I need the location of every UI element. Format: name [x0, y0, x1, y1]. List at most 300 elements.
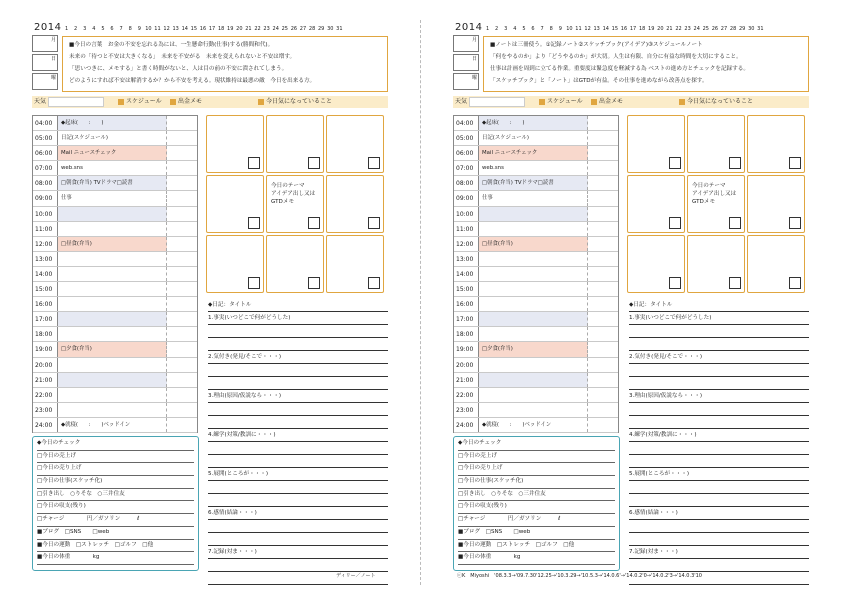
diary-heading[interactable]: 2.気付き(発見/そこで・・・): [208, 351, 388, 364]
schedule-cell[interactable]: 仕事: [57, 191, 167, 205]
hour-label: 24:00: [35, 421, 53, 429]
idea-cell[interactable]: [627, 175, 685, 233]
check-item[interactable]: ■今日の体重 kg: [458, 552, 615, 565]
day-number[interactable]: 12: [163, 26, 170, 32]
schedule-cell[interactable]: □夕食(弁当): [478, 342, 588, 356]
expense-tag: 出金メモ: [591, 96, 623, 108]
schedule-note[interactable]: [587, 358, 618, 372]
schedule-cell[interactable]: [478, 267, 588, 281]
diary-line[interactable]: [208, 455, 388, 468]
day-number[interactable]: 20: [236, 26, 243, 32]
check-item[interactable]: □今日の売り上げ: [37, 463, 194, 476]
diary-line[interactable]: [208, 325, 388, 338]
check-item[interactable]: ◆今日のチェック: [458, 438, 615, 451]
diary-block: [629, 429, 809, 468]
day-number[interactable]: 25: [702, 26, 709, 32]
day-number[interactable]: 12: [584, 26, 591, 32]
schedule-note[interactable]: [587, 403, 618, 417]
schedule-row: [454, 327, 618, 342]
schedule-note[interactable]: [587, 267, 618, 281]
diary-block: [208, 312, 388, 351]
schedule-note[interactable]: [166, 161, 197, 175]
diary-line[interactable]: [208, 416, 388, 429]
diary-line[interactable]: [208, 364, 388, 377]
schedule-cell[interactable]: □朝食(弁当) TVドラマ□読書: [478, 176, 588, 190]
day-number[interactable]: 22: [675, 26, 682, 32]
diary-line[interactable]: [629, 377, 809, 390]
check-item[interactable]: □今日の収支(残り): [458, 501, 615, 514]
idea-cell[interactable]: [687, 175, 745, 233]
checkbox[interactable]: [789, 277, 801, 289]
day-number[interactable]: 9: [137, 26, 141, 32]
schedule-cell[interactable]: [478, 252, 588, 266]
schedule-note[interactable]: [587, 237, 618, 251]
diary-heading[interactable]: 2.気付き(発見/そこで・・・): [629, 351, 809, 364]
schedule-note[interactable]: [587, 146, 618, 160]
schedule-table: [32, 115, 198, 433]
hour-label: 04:00: [456, 120, 474, 127]
day-number[interactable]: 14: [602, 26, 609, 32]
checkbox[interactable]: [669, 217, 681, 229]
schedule-cell[interactable]: [478, 312, 588, 326]
schedule-note[interactable]: [587, 191, 618, 205]
schedule-cell[interactable]: □夕食(弁当): [57, 342, 167, 356]
diary-line[interactable]: [208, 377, 388, 390]
checkbox[interactable]: [248, 217, 260, 229]
schedule-note[interactable]: [166, 373, 197, 387]
check-item[interactable]: □今日の仕事(スケッチ化): [458, 476, 615, 489]
schedule-cell[interactable]: [57, 252, 167, 266]
schedule-note[interactable]: [166, 237, 197, 251]
day-number[interactable]: 3: [504, 26, 508, 32]
day-number[interactable]: 4: [92, 26, 96, 32]
schedule-note[interactable]: [587, 176, 618, 190]
footer-text: ⓒK Miyoshi '08.3.3→'09.7.30'12.25→'10.3.29→'10.5.3→'14.0.6'→'14.0.2'0→'14.0.2'3→'14.0.3'10: [457, 573, 702, 579]
day-number[interactable]: 30: [748, 26, 755, 32]
day-number[interactable]: 11: [154, 26, 161, 32]
check-item[interactable]: □今日の売り上げ: [458, 463, 615, 476]
schedule-note[interactable]: [587, 327, 618, 341]
day-number[interactable]: 31: [336, 26, 343, 32]
checkbox[interactable]: [789, 157, 801, 169]
schedule-note[interactable]: [166, 358, 197, 372]
schedule-row: [454, 146, 618, 161]
day-number[interactable]: 22: [254, 26, 261, 32]
day-number[interactable]: 26: [290, 26, 298, 32]
memo-line: 未来の「待つと不安は大きくなる」 未来を不安がる 未来を変えられないと不安は増す。: [69, 54, 296, 60]
check-item[interactable]: ■今日の運動 □ストレッチ □ゴルフ □他: [37, 540, 194, 553]
diary-heading[interactable]: 5.展開(ところが・・・): [629, 468, 809, 481]
schedule-note[interactable]: [166, 207, 197, 221]
idea-cell[interactable]: [326, 235, 384, 293]
schedule-cell[interactable]: web.sns: [478, 161, 588, 175]
schedule-tag: スケジュール: [118, 96, 162, 108]
schedule-cell[interactable]: □朝食(弁当) TVドラマ□読書: [57, 176, 167, 190]
checkbox[interactable]: [248, 157, 260, 169]
schedule-note[interactable]: [166, 146, 197, 160]
diary-heading[interactable]: 4.練学(対策/教訓に・・・): [208, 429, 388, 442]
check-item[interactable]: □今日の収支(残り): [37, 501, 194, 514]
hour-label: 06:00: [456, 150, 474, 158]
schedule-note[interactable]: [587, 252, 618, 266]
idea-cell[interactable]: [266, 115, 324, 173]
check-item[interactable]: □チャージ 円／ガソリン ℓ: [458, 514, 615, 527]
schedule-row: [33, 207, 197, 222]
schedule-note[interactable]: [166, 327, 197, 341]
day-number[interactable]: 7: [119, 26, 123, 32]
schedule-cell[interactable]: Mail ニュースチェック: [478, 146, 588, 160]
diary-line[interactable]: [208, 559, 388, 572]
day-number[interactable]: 17: [629, 26, 637, 32]
memo-line: ■ノートは三冊使う。①記録ノート②スケッチブック(アイデア)③スケジュールノート: [490, 42, 703, 48]
schedule-note[interactable]: [587, 373, 618, 387]
day-number[interactable]: 5: [101, 26, 105, 32]
day-number[interactable]: 16: [620, 26, 628, 32]
schedule-cell[interactable]: [57, 327, 167, 341]
schedule-cell[interactable]: ◆就寝( : )ベッドイン: [57, 418, 167, 432]
schedule-cell[interactable]: web.sns: [57, 161, 167, 175]
diary-heading[interactable]: 7.記録(対ま・・・): [629, 546, 809, 559]
schedule-note[interactable]: [166, 312, 197, 326]
diary-block: [629, 351, 809, 390]
schedule-row: [454, 282, 618, 297]
checkbox[interactable]: [669, 277, 681, 289]
schedule-cell[interactable]: [57, 358, 167, 372]
schedule-note[interactable]: [166, 116, 197, 130]
day-number[interactable]: 8: [128, 26, 132, 32]
diary-line[interactable]: [629, 416, 809, 429]
check-item[interactable]: ■ブログ □SNS □web: [37, 527, 194, 540]
day-number[interactable]: 14: [181, 26, 188, 32]
schedule-cell[interactable]: 日記(スケジュール): [478, 131, 588, 145]
diary-heading[interactable]: 3.理由(原因/仮説なら・・・): [208, 390, 388, 403]
day-number[interactable]: 1: [64, 26, 69, 32]
diary-line[interactable]: [629, 442, 809, 455]
schedule-note[interactable]: [166, 297, 197, 311]
day-number[interactable]: 21: [245, 26, 252, 32]
memo-box: [483, 36, 809, 92]
idea-cell[interactable]: [206, 175, 264, 233]
schedule-note[interactable]: [166, 176, 197, 190]
schedule-cell[interactable]: [478, 327, 588, 341]
day-number[interactable]: 19: [648, 26, 655, 32]
schedule-note[interactable]: [166, 418, 197, 432]
schedule-cell[interactable]: [57, 207, 167, 221]
schedule-note[interactable]: [587, 297, 618, 311]
schedule-note[interactable]: [166, 282, 197, 296]
month-box[interactable]: 月: [453, 35, 479, 52]
diary-line[interactable]: [208, 520, 388, 533]
checkbox[interactable]: [308, 217, 320, 229]
concern-tag: 今日気になっていること: [679, 96, 753, 108]
idea-cell[interactable]: [266, 235, 324, 293]
schedule-note[interactable]: [587, 418, 618, 432]
diary-heading[interactable]: 6.感情(結論・・・): [629, 507, 809, 520]
weather-label-wrap: [34, 96, 104, 108]
day-number[interactable]: 23: [684, 26, 691, 32]
day-number[interactable]: 15: [611, 26, 619, 32]
memo-line: 「スケッチブック」と「ノート」はGTDが有益。その仕事を進めながら改善点を探す。: [490, 78, 708, 84]
month-box[interactable]: 月: [32, 35, 58, 52]
checkbox[interactable]: [248, 277, 260, 289]
check-item[interactable]: ◆今日のチェック: [37, 438, 194, 451]
schedule-row: [33, 342, 197, 357]
hour-label: 13:00: [456, 255, 474, 263]
weather-input[interactable]: [48, 97, 104, 107]
schedule-row: [454, 207, 618, 222]
checkbox[interactable]: [368, 157, 380, 169]
schedule-cell[interactable]: [478, 373, 588, 387]
schedule-cell[interactable]: [478, 403, 588, 417]
schedule-cell[interactable]: [478, 358, 588, 372]
day-number[interactable]: 11: [575, 26, 582, 32]
checkbox[interactable]: [729, 217, 741, 229]
idea-cell[interactable]: [747, 115, 805, 173]
schedule-cell[interactable]: [57, 312, 167, 326]
schedule-note[interactable]: [587, 161, 618, 175]
diary-line[interactable]: [208, 494, 388, 507]
diary-block: [629, 299, 809, 312]
check-item[interactable]: □チャージ 円／ガソリン ℓ: [37, 514, 194, 527]
diary-block: [208, 299, 388, 312]
check-item[interactable]: ■ブログ □SNS □web: [458, 527, 615, 540]
schedule-cell[interactable]: [478, 297, 588, 311]
idea-cell[interactable]: [747, 175, 805, 233]
schedule-row: [454, 373, 618, 388]
schedule-note[interactable]: [587, 222, 618, 236]
schedule-cell[interactable]: [57, 403, 167, 417]
hour-label: 08:00: [456, 180, 474, 188]
schedule-cell[interactable]: [478, 282, 588, 296]
diary-line[interactable]: [629, 364, 809, 377]
check-item[interactable]: □今日の売上げ: [37, 451, 194, 464]
schedule-note[interactable]: [166, 342, 197, 356]
weather-label-wrap: [455, 96, 525, 108]
schedule-cell[interactable]: [57, 297, 167, 311]
diary-line[interactable]: [208, 403, 388, 416]
date-marks: [453, 35, 481, 92]
memo-line: 「思いつきに、メモする」と書く時間がないと、人は目の前の不安に潰されてしまう。: [69, 66, 288, 72]
day-number[interactable]: 10: [145, 26, 152, 32]
hour-label: 22:00: [456, 391, 474, 399]
check-item[interactable]: □引き出し ○りそな ○三井住友: [37, 489, 194, 502]
idea-cell[interactable]: [747, 235, 805, 293]
hour-label: 22:00: [35, 391, 53, 399]
checkbox[interactable]: [308, 157, 320, 169]
diary-line[interactable]: [629, 455, 809, 468]
check-item[interactable]: □今日の売上げ: [458, 451, 615, 464]
idea-cell[interactable]: [687, 115, 745, 173]
hour-label: 11:00: [456, 225, 474, 233]
diary-line[interactable]: [629, 403, 809, 416]
day-number[interactable]: 1: [485, 26, 490, 32]
diary-line[interactable]: [629, 533, 809, 546]
idea-cell[interactable]: [687, 235, 745, 293]
schedule-note[interactable]: [166, 191, 197, 205]
day-number[interactable]: 16: [199, 26, 207, 32]
checkbox[interactable]: [669, 157, 681, 169]
day-number[interactable]: 25: [281, 26, 288, 32]
weekday-box[interactable]: 曜: [32, 73, 58, 90]
hour-label: 19:00: [456, 346, 474, 354]
day-number[interactable]: 8: [549, 26, 553, 32]
day-number[interactable]: 17: [208, 26, 216, 32]
schedule-cell[interactable]: [57, 222, 167, 236]
checkbox[interactable]: [368, 217, 380, 229]
schedule-note[interactable]: [587, 207, 618, 221]
schedule-note[interactable]: [166, 131, 197, 145]
day-box[interactable]: 日: [32, 54, 58, 71]
hour-label: 07:00: [35, 165, 53, 173]
idea-cell[interactable]: [206, 235, 264, 293]
diary-heading[interactable]: 3.理由(原因/仮説なら・・・): [629, 390, 809, 403]
day-number[interactable]: 26: [711, 26, 719, 32]
diary-heading[interactable]: 4.練学(対策/教訓に・・・): [629, 429, 809, 442]
hour-label: 24:00: [456, 421, 474, 429]
day-number[interactable]: 24: [272, 26, 279, 32]
diary-heading[interactable]: 1.事実(いつどこで何がどうした): [208, 312, 388, 325]
day-number[interactable]: 18: [638, 26, 646, 32]
diary-heading[interactable]: ◆日記：タイトル: [208, 299, 388, 312]
checkbox[interactable]: [729, 157, 741, 169]
day-number[interactable]: 20: [657, 26, 664, 32]
day-number[interactable]: 7: [540, 26, 544, 32]
idea-cell[interactable]: [326, 175, 384, 233]
day-number[interactable]: 24: [693, 26, 700, 32]
hour-label: 21:00: [35, 376, 53, 384]
weather-label: 天気: [455, 98, 468, 105]
schedule-cell[interactable]: ◆起床( : ): [57, 116, 167, 130]
schedule-note[interactable]: [587, 282, 618, 296]
day-number[interactable]: 28: [308, 26, 316, 32]
idea-cell[interactable]: [627, 235, 685, 293]
check-item[interactable]: ■今日の運動 □ストレッチ □ゴルフ □他: [458, 540, 615, 553]
diary-heading[interactable]: 5.展開(ところが・・・): [208, 468, 388, 481]
day-number[interactable]: 9: [558, 26, 562, 32]
day-number[interactable]: 13: [172, 26, 179, 32]
day-number[interactable]: 6: [110, 26, 114, 32]
diary-line[interactable]: [629, 338, 809, 351]
schedule-note[interactable]: [166, 252, 197, 266]
diary-block: [208, 507, 388, 546]
diary-line[interactable]: [629, 481, 809, 494]
weather-input[interactable]: [469, 97, 525, 107]
day-number[interactable]: 4: [513, 26, 517, 32]
diary-heading[interactable]: 1.事実(いつどこで何がどうした): [629, 312, 809, 325]
day-number[interactable]: 2: [74, 26, 78, 32]
schedule-note[interactable]: [587, 116, 618, 130]
day-number[interactable]: 19: [227, 26, 234, 32]
memo-line: ■今日の言葉 お金の不安を忘れる為には、一生懸命行動(仕事)する(勝間和代)。: [69, 42, 274, 48]
schedule-cell[interactable]: ◆起床( : ): [478, 116, 588, 130]
schedule-cell[interactable]: [57, 388, 167, 402]
check-item[interactable]: □引き出し ○りそな ○三井住友: [458, 489, 615, 502]
hour-label: 09:00: [35, 195, 53, 203]
diary-heading[interactable]: ◆日記：タイトル: [629, 299, 809, 312]
checkbox[interactable]: [368, 277, 380, 289]
diary-line[interactable]: [629, 494, 809, 507]
day-number[interactable]: 30: [327, 26, 334, 32]
day-number[interactable]: 23: [263, 26, 270, 32]
day-number[interactable]: 27: [720, 26, 728, 32]
schedule-note[interactable]: [166, 267, 197, 281]
day-number[interactable]: 18: [217, 26, 225, 32]
idea-cell[interactable]: [206, 115, 264, 173]
schedule-cell[interactable]: 仕事: [478, 191, 588, 205]
diary-line[interactable]: [208, 533, 388, 546]
schedule-cell[interactable]: [57, 267, 167, 281]
day-number[interactable]: 31: [757, 26, 764, 32]
hour-label: 07:00: [456, 165, 474, 173]
diary-line[interactable]: [208, 442, 388, 455]
schedule-cell[interactable]: □昼食(弁当): [478, 237, 588, 251]
diary-line[interactable]: [629, 520, 809, 533]
schedule-note[interactable]: [166, 222, 197, 236]
day-number[interactable]: 27: [299, 26, 307, 32]
schedule-note[interactable]: [587, 131, 618, 145]
day-numbers: [62, 26, 344, 32]
day-number[interactable]: 29: [738, 26, 746, 32]
day-number[interactable]: 15: [190, 26, 198, 32]
idea-cell[interactable]: [627, 115, 685, 173]
day-number[interactable]: 21: [666, 26, 673, 32]
day-number[interactable]: 6: [531, 26, 535, 32]
schedule-cell[interactable]: [57, 282, 167, 296]
idea-cell[interactable]: [326, 115, 384, 173]
diary-block: [208, 351, 388, 390]
schedule-cell[interactable]: □昼食(弁当): [57, 237, 167, 251]
schedule-note[interactable]: [166, 403, 197, 417]
diary-line[interactable]: [629, 559, 809, 572]
hour-label: 05:00: [456, 135, 474, 143]
day-number[interactable]: 10: [566, 26, 573, 32]
day-number[interactable]: 2: [495, 26, 499, 32]
day-number[interactable]: 3: [83, 26, 87, 32]
diary-line[interactable]: [208, 481, 388, 494]
schedule-note[interactable]: [587, 388, 618, 402]
diary-line[interactable]: [629, 325, 809, 338]
hour-label: 05:00: [35, 135, 53, 143]
diary-heading[interactable]: 6.感情(結論・・・): [208, 507, 388, 520]
schedule-cell[interactable]: [478, 388, 588, 402]
check-item[interactable]: ■今日の体重 kg: [37, 552, 194, 565]
checkbox[interactable]: [789, 217, 801, 229]
day-number[interactable]: 13: [593, 26, 600, 32]
checkbox[interactable]: [308, 277, 320, 289]
day-box[interactable]: 日: [453, 54, 479, 71]
checkbox[interactable]: [729, 277, 741, 289]
day-number[interactable]: 5: [522, 26, 526, 32]
memo-box: [62, 36, 388, 92]
day-number[interactable]: 28: [729, 26, 737, 32]
schedule-cell[interactable]: [478, 222, 588, 236]
weekday-box[interactable]: 曜: [453, 73, 479, 90]
schedule-note[interactable]: [166, 388, 197, 402]
schedule-cell[interactable]: [478, 207, 588, 221]
diary-heading[interactable]: 7.記録(対ま・・・): [208, 546, 388, 559]
schedule-row: [454, 176, 618, 191]
schedule-cell[interactable]: [57, 373, 167, 387]
day-number[interactable]: 29: [317, 26, 325, 32]
schedule-cell[interactable]: Mail ニュースチェック: [57, 146, 167, 160]
diary-line[interactable]: [208, 338, 388, 351]
schedule-note[interactable]: [587, 312, 618, 326]
schedule-cell[interactable]: ◆就寝( : )ベッドイン: [478, 418, 588, 432]
idea-cell[interactable]: [266, 175, 324, 233]
check-item[interactable]: □今日の仕事(スケッチ化): [37, 476, 194, 489]
schedule-note[interactable]: [587, 342, 618, 356]
schedule-cell[interactable]: 日記(スケジュール): [57, 131, 167, 145]
